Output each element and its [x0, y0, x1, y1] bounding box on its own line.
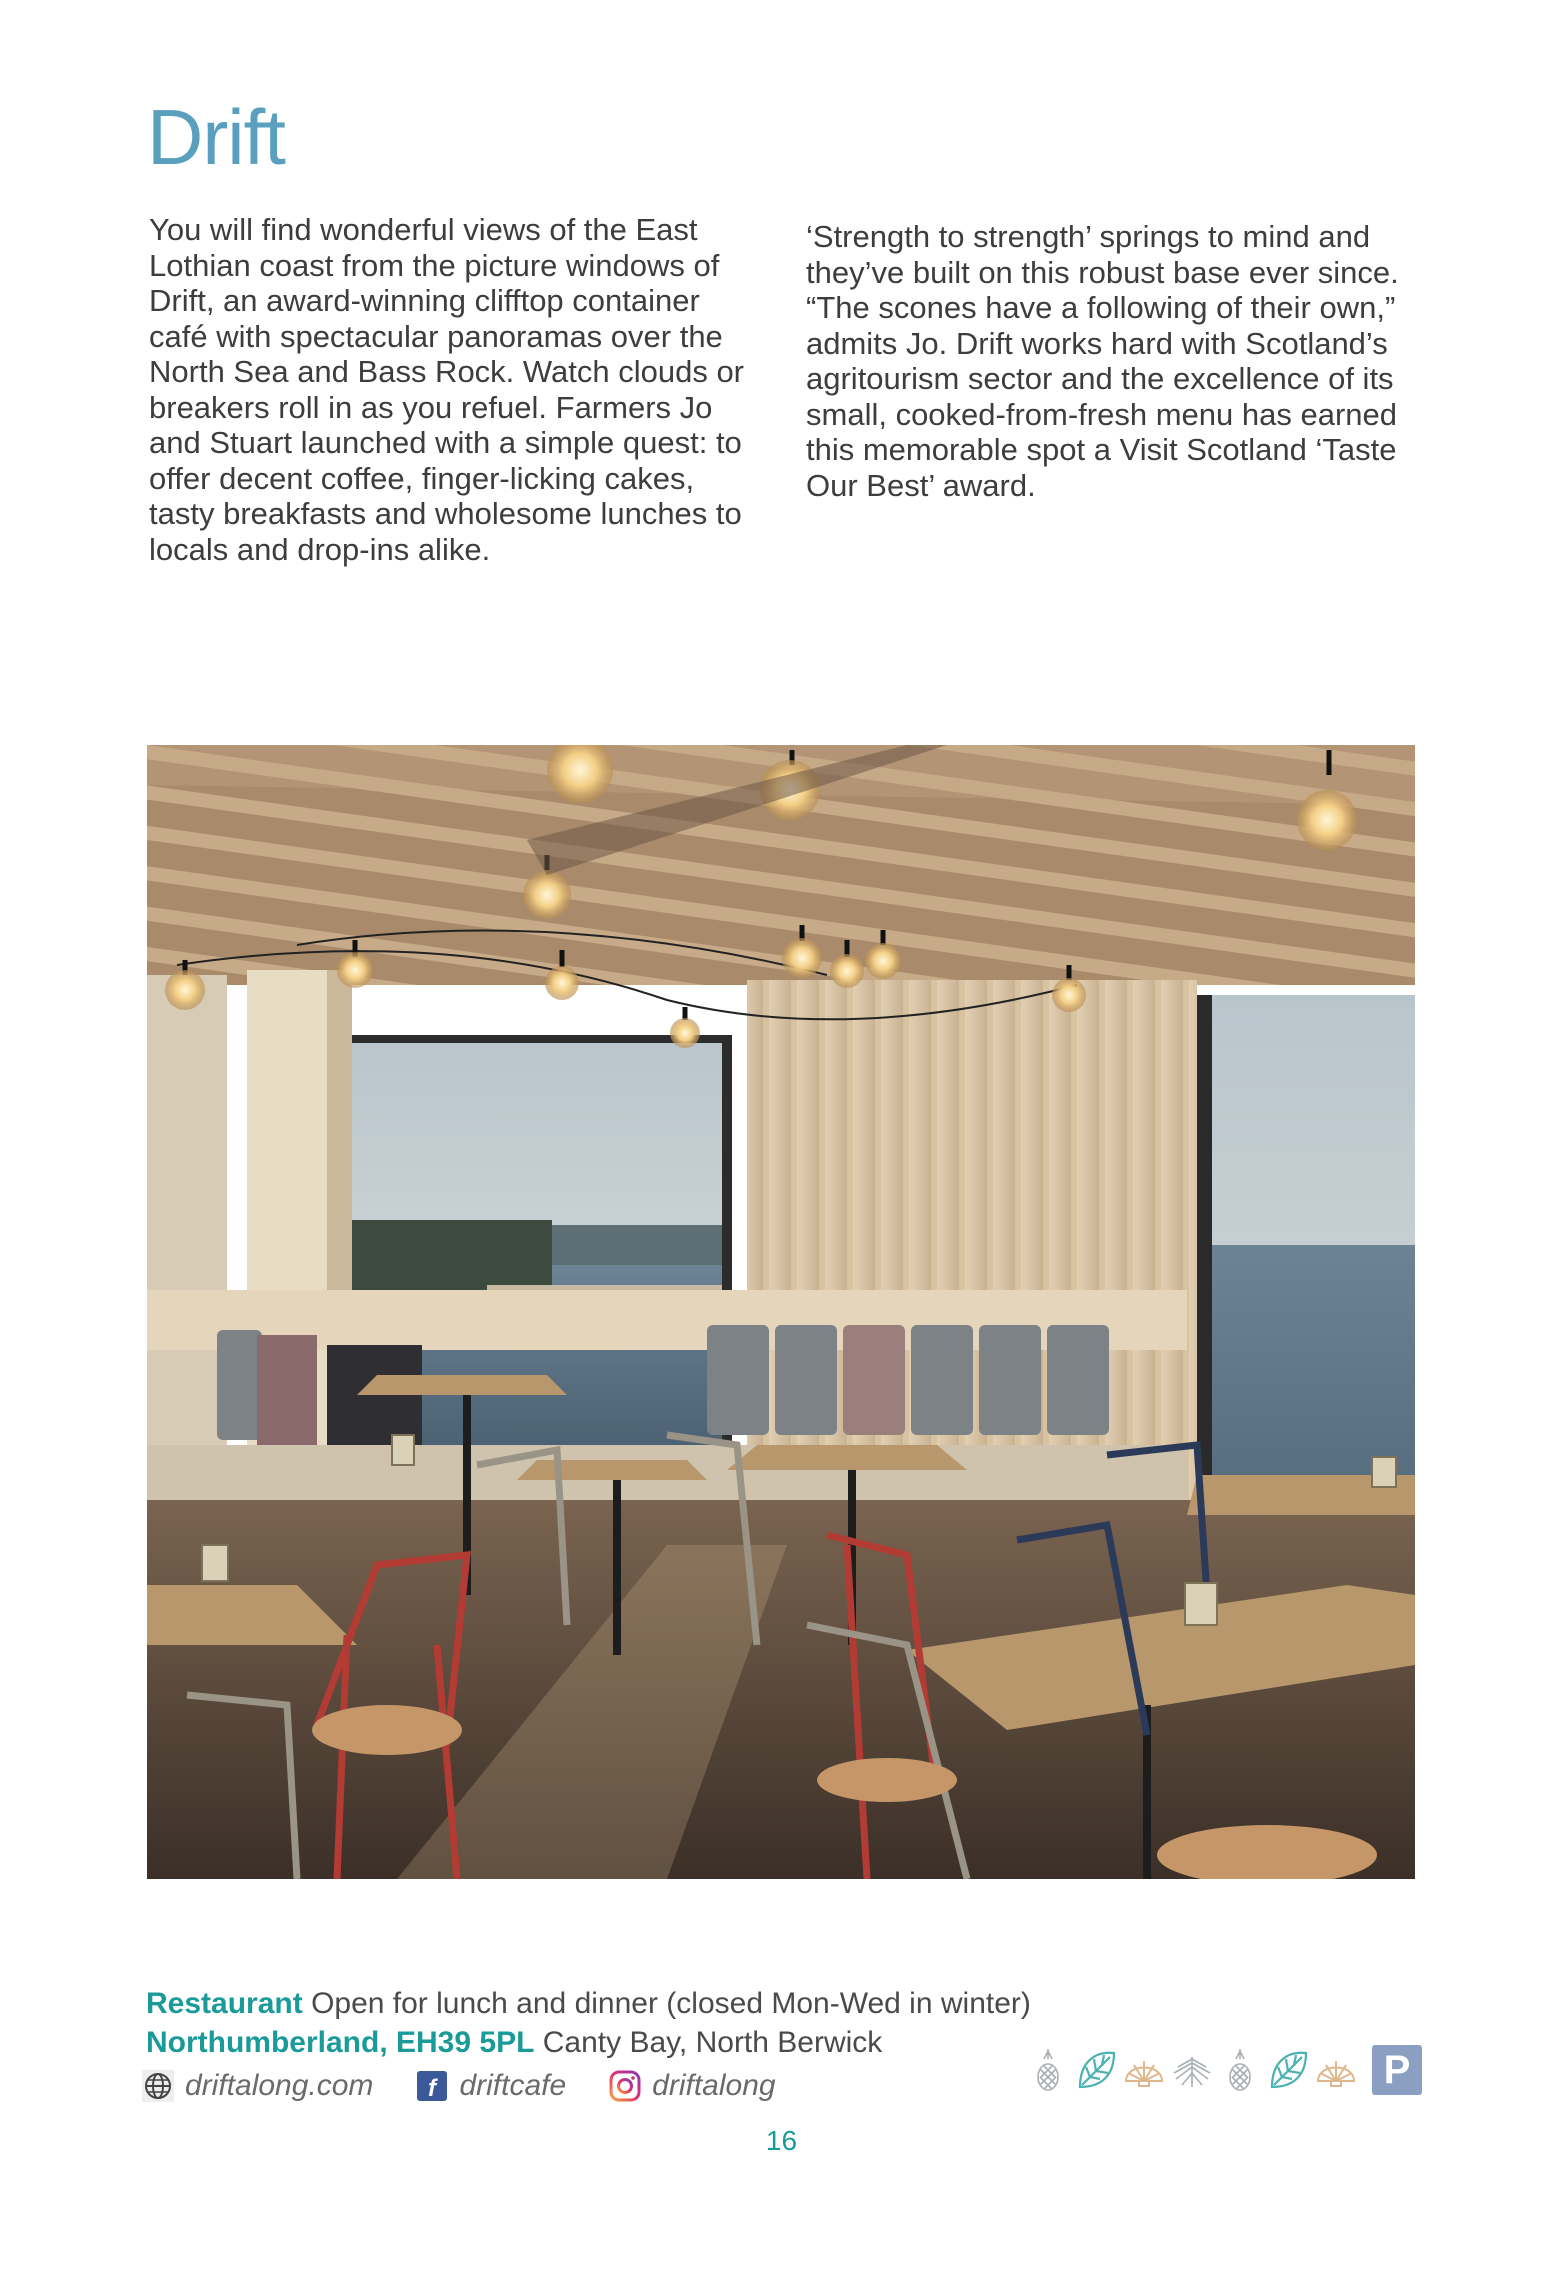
globe-icon [141, 2069, 175, 2103]
instagram-text: driftalong [652, 2069, 776, 2102]
website-text: driftalong.com [185, 2069, 374, 2102]
body-text-left: You will find wonderful views of the East Lothian coast from the picture windows of Drift, an award-winning clifftop container café with spectacular panoramas over the North Sea and Bass Rock. Watch clouds or breakers roll in as you refuel. Farmers Jo and Stuart launched with a simple quest: to offer decent coffee, finger-licking cakes, tasty breakfasts and wholesome lunches to locals and drop-ins alike. [149, 212, 745, 567]
shell-icon [1314, 2047, 1358, 2093]
venue-type-line [146, 1987, 1031, 2021]
pineapple-icon [1026, 2047, 1070, 2093]
svg-text:f: f [428, 2075, 437, 2101]
pineapple-icon [1218, 2047, 1262, 2093]
address: Canty Bay, North Berwick [542, 2026, 883, 2059]
shell-icon [1122, 2047, 1166, 2093]
parking-icon: P [1372, 2045, 1422, 2095]
amenity-icons [1026, 2045, 1422, 2095]
instagram-link[interactable] [608, 2069, 775, 2103]
location-line [146, 2026, 882, 2060]
contact-links [141, 2064, 818, 2108]
page-number: 16 [765, 2125, 798, 2156]
monstera-leaf-icon [1074, 2047, 1118, 2093]
page-title: Drift [147, 93, 285, 181]
palm-leaf-icon [1170, 2047, 1214, 2093]
cafe-interior-photo [147, 745, 1415, 1879]
instagram-icon [608, 2069, 642, 2103]
facebook-link[interactable] [415, 2069, 566, 2103]
venue-type-label: Restaurant [146, 1987, 303, 2020]
monstera-leaf-icon [1266, 2047, 1310, 2093]
region-postcode: Northumberland, EH39 5PL [146, 2026, 535, 2059]
body-text-right: ‘Strength to strength’ springs to mind and they’ve built on this robust base ever since. “The scones have a following of their own,” admits Jo. Drift works hard with Scotland’s agritourism sector and the excellence of its small, cooked-from-fresh menu has earned this memorable spot a Visit Scotland ‘Taste Our Best’ award. [806, 219, 1399, 503]
website-link[interactable] [141, 2069, 373, 2103]
facebook-icon [415, 2069, 449, 2103]
facebook-text: driftcafe [459, 2069, 567, 2102]
opening-hours: Open for lunch and dinner (closed Mon-Wed in winter) [311, 1987, 1031, 2020]
